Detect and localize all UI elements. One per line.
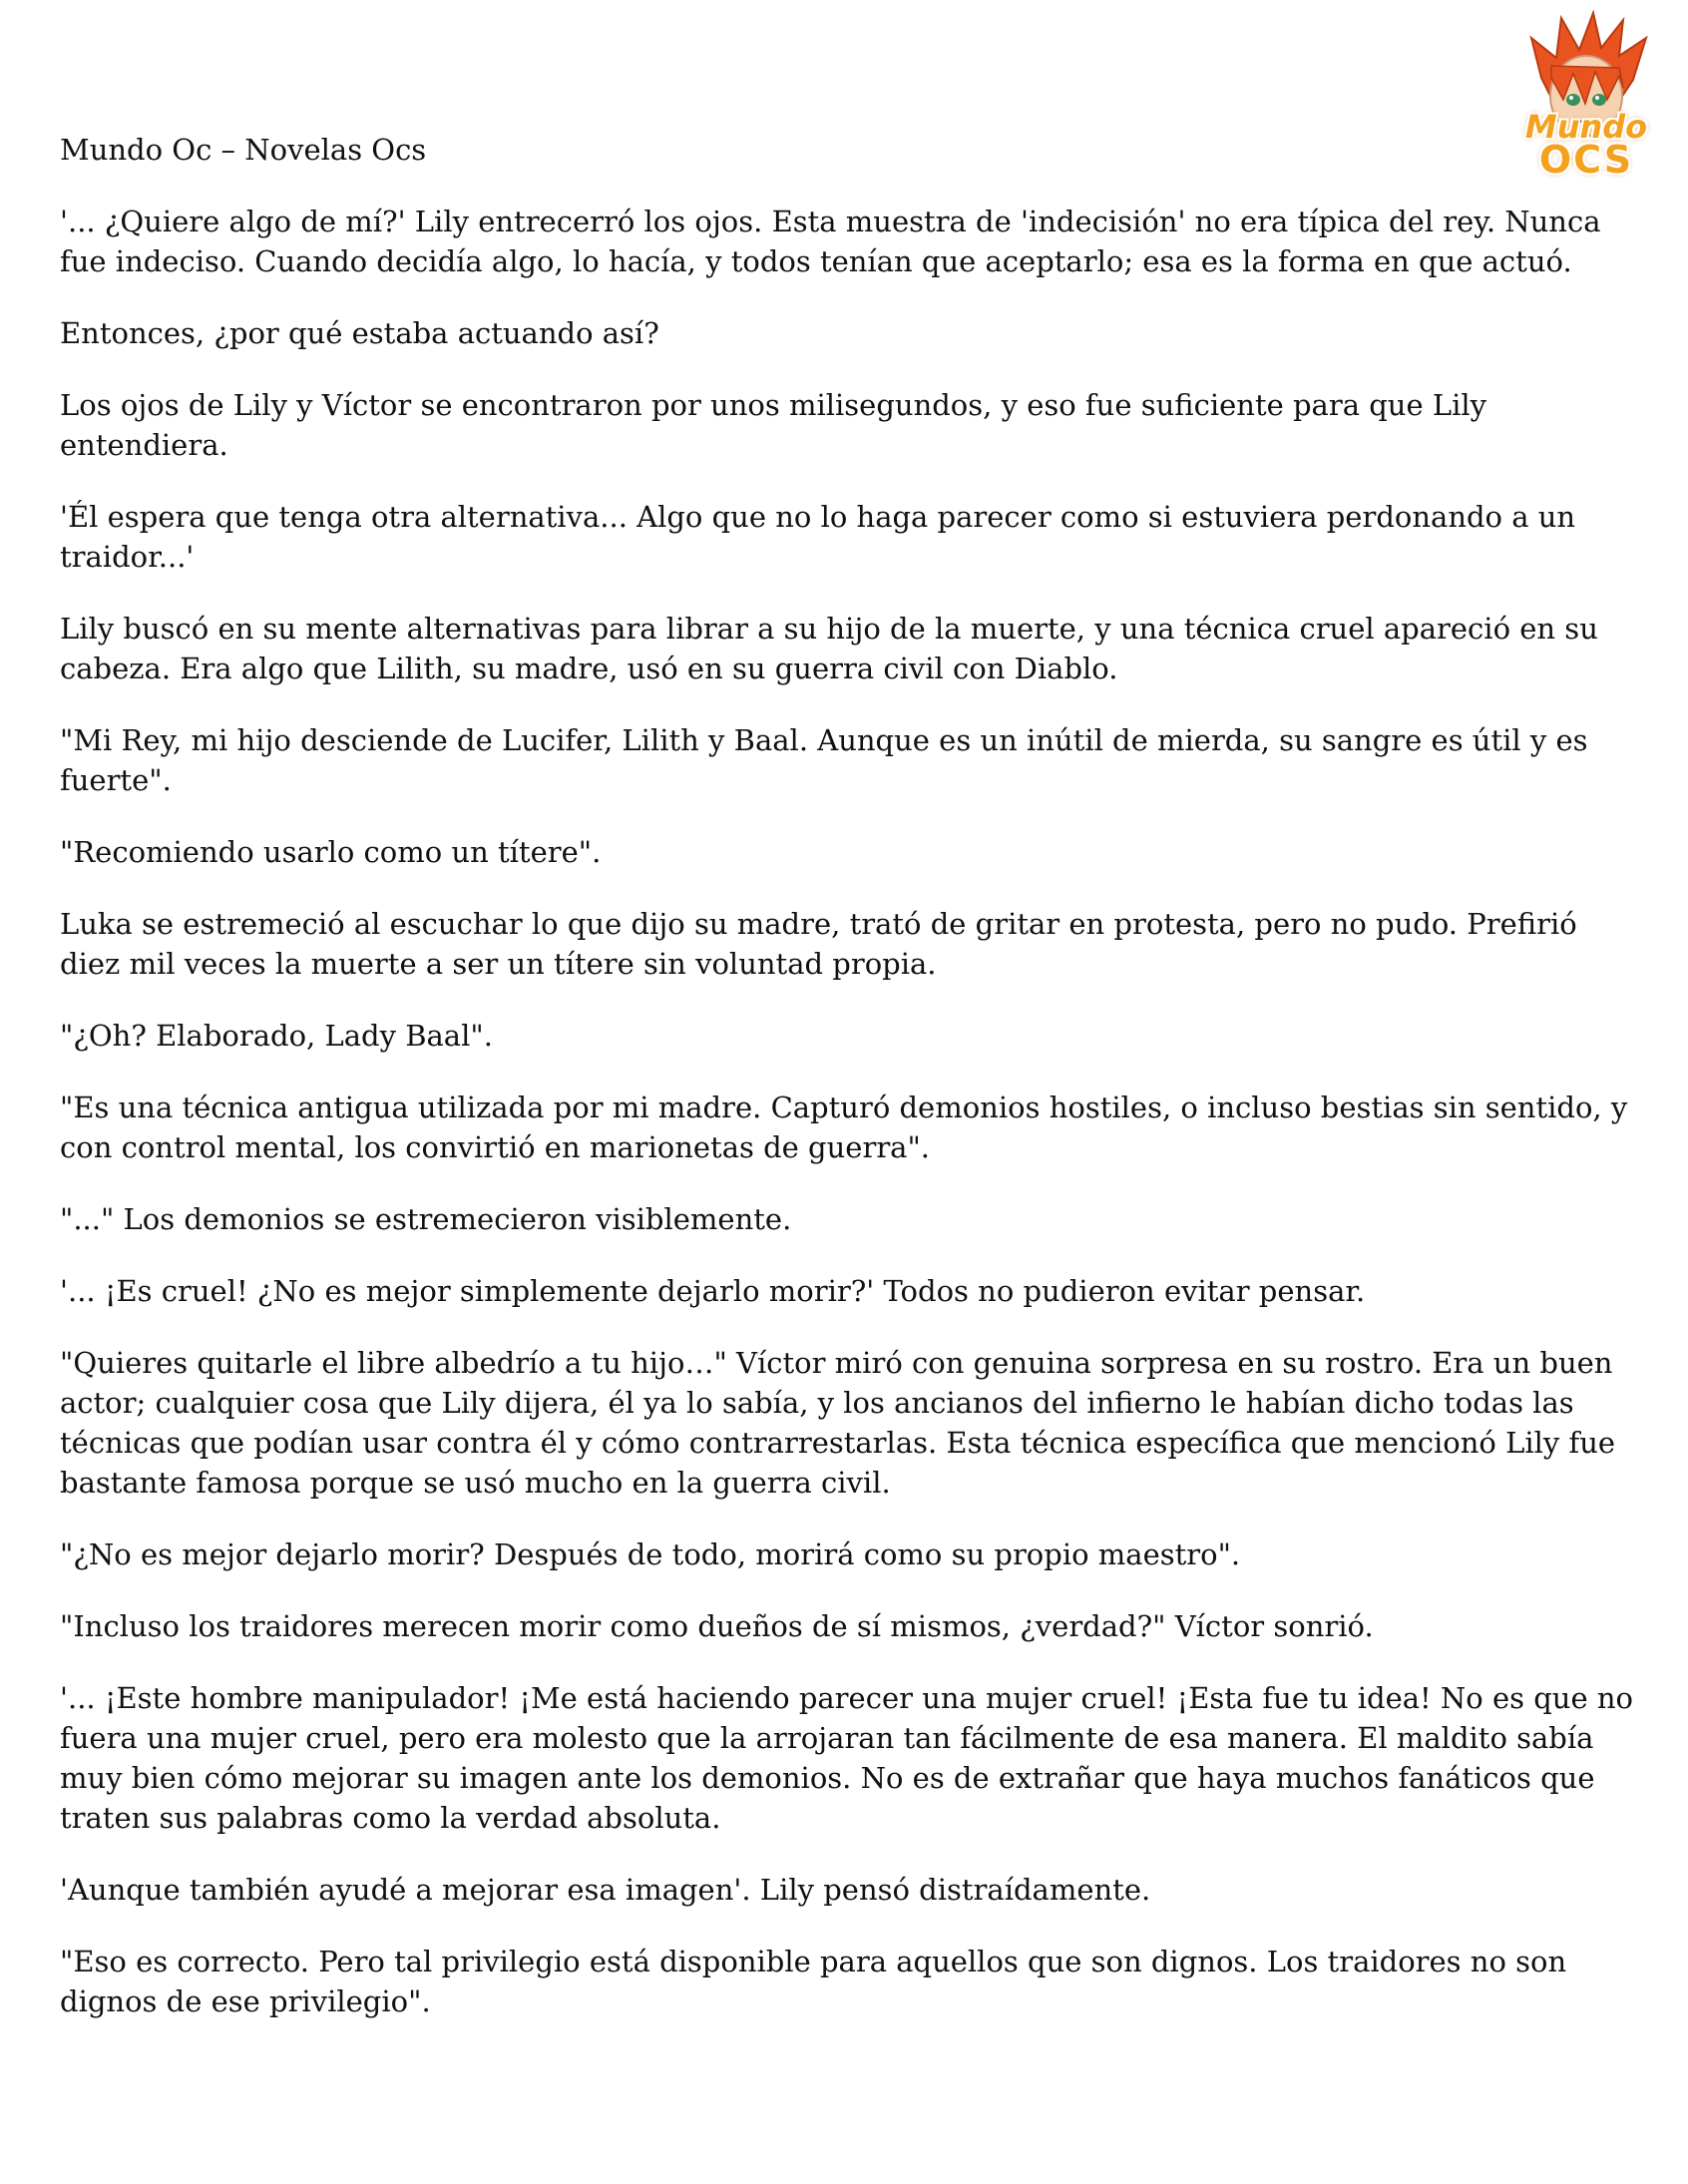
page-header: Mundo Oc – Novelas Ocs: [60, 133, 427, 167]
paragraph: "Es una técnica antigua utilizada por mi madre. Capturó demonios hostiles, o incluso bestias sin sentido, y con control mental, los convirtió en marionetas de guerra".: [60, 1091, 1628, 1164]
paragraph: 'Aunque también ayudé a mejorar esa imagen'. Lily pensó distraídamente.: [60, 1873, 1151, 1907]
paragraph: '... ¿Quiere algo de mí?' Lily entrecerró los ojos. Esta muestra de 'indecisión' no era típica del rey. Nunca fue indeciso. Cuando decidía algo, lo hacía, y todos tenían que aceptarlo; esa es la forma en que actuó.: [60, 205, 1601, 278]
paragraph: "Incluso los traidores merecen morir como dueños de sí mismos, ¿verdad?" Víctor sonrió.: [60, 1609, 1374, 1643]
paragraph: "..." Los demonios se estremecieron visiblemente.: [60, 1202, 792, 1236]
paragraph: "Recomiendo usarlo como un títere".: [60, 835, 602, 869]
paragraph: 'Él espera que tenga otra alternativa... Algo que no lo haga parecer como si estuviera perdonando a un traidor...': [60, 500, 1576, 574]
paragraph: Los ojos de Lily y Víctor se encontraron por unos milisegundos, y eso fue suficiente para que Lily entendiera.: [60, 388, 1487, 462]
logo-text-line2: OCS: [1538, 138, 1634, 182]
paragraph: Entonces, ¿por qué estaba actuando así?: [60, 316, 659, 350]
paragraph: "¿Oh? Elaborado, Lady Baal".: [60, 1019, 493, 1053]
paragraph: "Mi Rey, mi hijo desciende de Lucifer, Lilith y Baal. Aunque es un inútil de mierda, su sangre es útil y es fuerte".: [60, 723, 1588, 797]
document-body: [60, 130, 1636, 2053]
logo-text-line1: Mundo: [1524, 108, 1648, 146]
paragraph: "Eso es correcto. Pero tal privilegio está disponible para aquellos que son dignos. Los traidores no son dignos de ese privilegio".: [60, 1945, 1567, 2018]
paragraph: '... ¡Es cruel! ¿No es mejor simplemente dejarlo morir?' Todos no pudieron evitar pensar.: [60, 1274, 1366, 1308]
paragraph: "¿No es mejor dejarlo morir? Después de todo, morirá como su propio maestro".: [60, 1537, 1241, 1571]
paragraph: "Quieres quitarle el libre albedrío a tu hijo…" Víctor miró con genuina sorpresa en su rostro. Era un buen actor; cualquier cosa que Lily dijera, él ya lo sabía, y los ancianos del infierno le habían dicho todas las técnicas que podían usar contra él y cómo contrarrestarlas. Esta técnica específica que mencionó Lily fue bastante famosa porque se usó mucho en la guerra civil.: [60, 1346, 1616, 1500]
paragraph: '... ¡Este hombre manipulador! ¡Me está haciendo parecer una mujer cruel! ¡Esta fue tu idea! No es que no fuera una mujer cruel, pero era molesto que la arrojaran tan fácilmente de esa manera. El maldito sabía muy bien cómo mejorar su imagen ante los demonios. No es de extrañar que haya muchos fanáticos que traten sus palabras como la verdad absoluta.: [60, 1681, 1634, 1835]
paragraph: Luka se estremeció al escuchar lo que dijo su madre, trató de gritar en protesta, pero no pudo. Prefirió diez mil veces la muerte a ser un títere sin voluntad propia.: [60, 907, 1577, 981]
paragraph: Lily buscó en su mente alternativas para librar a su hijo de la muerte, y una técnica cruel apareció en su cabeza. Era algo que Lilith, su madre, usó en su guerra civil con Diablo.: [60, 612, 1598, 685]
